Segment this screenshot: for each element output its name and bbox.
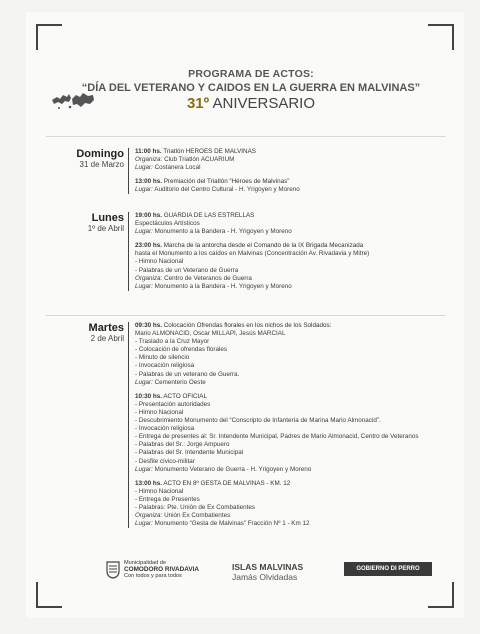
event-detail bbox=[135, 488, 445, 496]
event-time: 23:00 hs. bbox=[135, 242, 162, 250]
event-time: 09:30 hs. bbox=[135, 322, 162, 329]
anniversary-number: 31º bbox=[186, 95, 210, 112]
event-item bbox=[135, 480, 445, 529]
event-detail bbox=[135, 441, 445, 449]
event-time: 10:30 hs. bbox=[135, 392, 162, 400]
detail-label: Organiza: bbox=[135, 274, 163, 282]
event-time-title bbox=[135, 393, 445, 401]
program-heading: PROGRAMA DE ACTOS: bbox=[188, 68, 314, 80]
event-detail bbox=[135, 417, 445, 425]
event-detail bbox=[135, 283, 445, 291]
day-name: Lunes bbox=[91, 212, 124, 224]
event-detail bbox=[135, 362, 445, 370]
detail-text: - Entrega de Presentes bbox=[135, 495, 200, 503]
detail-text: Espectáculos Artísticos bbox=[135, 220, 200, 228]
corner-mark-top-left bbox=[36, 24, 62, 50]
day-events bbox=[128, 322, 445, 528]
event-title: Triatlón HEROES DE MALVINAS bbox=[163, 148, 256, 155]
event-time-title bbox=[135, 178, 445, 186]
detail-label: Lugar: bbox=[135, 378, 153, 386]
event-detail bbox=[135, 425, 445, 433]
corner-mark-top-right bbox=[428, 24, 454, 50]
detail-text: Monumento Veterano de Guerra - H. Yrigoyen y Moreno bbox=[154, 465, 312, 473]
detail-label: Lugar: bbox=[135, 186, 153, 194]
day-date: 31 de Marzo bbox=[79, 160, 124, 169]
sponsor-footer bbox=[106, 560, 446, 586]
day-date: 1º de Abril bbox=[87, 224, 124, 233]
detail-label: Lugar: bbox=[135, 282, 153, 290]
municipality-small: Municipalidad de bbox=[124, 560, 166, 566]
event-title: Colocación Ofrendas florales en los nichos de los Soldados: bbox=[163, 322, 332, 329]
event-detail bbox=[135, 330, 445, 338]
detail-text: - Palabras del Sr. Intendente Municipal bbox=[135, 449, 244, 457]
detail-text: - Invocación religiosa bbox=[135, 425, 195, 433]
detail-label: Lugar: bbox=[135, 465, 153, 473]
detail-text: Cementerio Oeste bbox=[154, 378, 206, 386]
event-item bbox=[135, 393, 445, 474]
detail-label: Organiza: bbox=[135, 156, 163, 164]
detail-text: Club Triatlón ACUARIUM bbox=[164, 156, 235, 164]
detail-text: - Entrega de presentes al: Sr. Intendente Municipal, Padres de Mario Almonacid, Centro de Veteranos bbox=[135, 433, 419, 441]
event-detail bbox=[135, 275, 445, 283]
event-detail bbox=[135, 466, 445, 474]
islas-malvinas-logo bbox=[232, 562, 303, 582]
event-title: “DÍA DEL VETERANO Y CAIDOS EN LA GUERRA EN MALVINAS” bbox=[81, 82, 421, 94]
event-detail bbox=[135, 354, 445, 362]
corner-mark-bottom-left bbox=[36, 582, 62, 608]
detail-text: - Palabras del Sr.: Jorge Ampuero bbox=[135, 441, 230, 449]
event-time-title bbox=[135, 242, 445, 250]
detail-text: Monumento a la Bandera - H. Yrigoyen y Moreno bbox=[154, 228, 292, 236]
event-item bbox=[135, 148, 445, 172]
day-name: Domingo bbox=[76, 148, 124, 160]
detail-label: Lugar: bbox=[135, 164, 153, 172]
event-detail bbox=[135, 164, 445, 172]
event-time: 11:00 hs. bbox=[135, 148, 162, 155]
event-detail bbox=[135, 458, 445, 466]
program-header bbox=[46, 68, 456, 112]
anniversary-text: ANIVERSARIO bbox=[212, 95, 316, 112]
detail-text: - Traslado a la Cruz Mayor bbox=[135, 338, 210, 346]
event-item bbox=[135, 242, 445, 291]
detail-text: - Invocación religiosa bbox=[135, 362, 195, 370]
event-time-title bbox=[135, 148, 445, 156]
event-time: 13:00 hs. bbox=[135, 479, 162, 487]
event-detail bbox=[135, 401, 445, 409]
event-title: ACTO OFICIAL bbox=[163, 392, 207, 400]
event-detail bbox=[135, 346, 445, 354]
event-detail bbox=[135, 186, 445, 194]
event-title: Premiación del Triatlón “Héroes de Malvinas” bbox=[163, 178, 290, 186]
detail-text: - Himno Nacional bbox=[135, 487, 184, 495]
detail-text: - Desfile cívico-militar bbox=[135, 457, 195, 465]
event-detail bbox=[135, 220, 445, 228]
event-time-title bbox=[135, 322, 445, 330]
detail-text: Centro de Veteranos de Guerra bbox=[164, 274, 252, 282]
detail-text: - Presentación autoridades bbox=[135, 400, 211, 408]
program-sheet bbox=[26, 12, 464, 618]
day-name: Martes bbox=[88, 322, 124, 334]
section-divider bbox=[46, 315, 446, 316]
event-detail bbox=[135, 267, 445, 275]
detail-text: Unión Ex Combatientes bbox=[164, 512, 231, 520]
detail-text: - Minuto de silencio bbox=[135, 354, 190, 362]
detail-text: - Palabras: Pte. Unión de Ex Combatientes bbox=[135, 503, 256, 511]
event-detail bbox=[135, 520, 445, 528]
event-detail bbox=[135, 512, 445, 520]
event-time: 13:00 hs. bbox=[135, 178, 162, 186]
event-detail bbox=[135, 379, 445, 387]
detail-label: Lugar: bbox=[135, 228, 153, 236]
detail-label: Lugar: bbox=[135, 520, 153, 528]
event-time: 19:00 hs. bbox=[135, 212, 162, 219]
anniversary-line bbox=[46, 95, 456, 112]
event-time-title bbox=[135, 212, 445, 220]
municipality-slogan: Con todos y para todos bbox=[124, 573, 182, 579]
day-heading bbox=[50, 212, 124, 233]
day-heading bbox=[50, 322, 124, 343]
event-title: GUARDIA DE LAS ESTRELLAS bbox=[163, 212, 255, 219]
detail-text: Auditorio del Centro Cultural - H. Yrigoyen y Moreno bbox=[154, 186, 300, 194]
day-events bbox=[128, 212, 445, 291]
event-item bbox=[135, 322, 445, 387]
detail-text: - Palabras de un Veterano de Guerra bbox=[135, 266, 239, 274]
event-detail bbox=[135, 496, 445, 504]
detail-text: - Colocación de ofrendas florales bbox=[135, 346, 228, 354]
event-detail bbox=[135, 228, 445, 236]
municipality-logo bbox=[106, 560, 199, 580]
islas-title: ISLAS MALVINAS bbox=[232, 562, 304, 572]
event-detail bbox=[135, 449, 445, 457]
municipality-name: COMODORO RIVADAVIA bbox=[124, 565, 200, 573]
municipality-crest-icon bbox=[106, 561, 120, 579]
event-detail bbox=[135, 156, 445, 164]
event-detail bbox=[135, 409, 445, 417]
event-detail bbox=[135, 250, 445, 258]
detail-text: Monumento a la Bandera - H. Yrigoyen y Moreno bbox=[154, 282, 292, 290]
event-detail bbox=[135, 504, 445, 512]
detail-text: - Himno Nacional bbox=[135, 408, 184, 416]
detail-text: - Himno Nacional bbox=[135, 258, 184, 266]
event-item bbox=[135, 178, 445, 194]
event-detail bbox=[135, 371, 445, 379]
government-badge: GOBIERNO DI PERRO bbox=[344, 562, 432, 576]
detail-label: Organiza: bbox=[135, 512, 163, 520]
section-divider bbox=[46, 136, 446, 137]
event-detail bbox=[135, 258, 445, 266]
day-heading bbox=[50, 148, 124, 169]
event-title: ACTO EN 8º GESTA DE MALVINAS - KM. 12 bbox=[163, 479, 291, 487]
detail-text: Costanera Local bbox=[154, 164, 201, 172]
event-title: Marcha de la antorcha desde el Comando de la IX Brigada Mecanizada bbox=[163, 242, 364, 250]
event-detail bbox=[135, 338, 445, 346]
day-events bbox=[128, 148, 445, 194]
event-detail bbox=[135, 433, 445, 441]
detail-text: Mario ALMONACID, Oscar MILLAPI, Jesús MARCIAL bbox=[135, 330, 286, 338]
event-time-title bbox=[135, 480, 445, 488]
detail-text: hasta el Monumento a los caídos en Malvinas (Concentración Av. Rivadavia y Mitre) bbox=[135, 250, 370, 258]
event-item bbox=[135, 212, 445, 236]
islas-subtitle: Jamás Olvidadas bbox=[232, 572, 298, 582]
day-date: 2 de Abril bbox=[90, 334, 124, 343]
detail-text: - Descubrimiento Monumento del “Conscripto de Infantería de Marina Mario Almonacid”. bbox=[135, 417, 381, 425]
detail-text: Monumento “Gesta de Malvinas” Fracción Nº 1 - Km 12 bbox=[154, 520, 310, 528]
detail-text: - Palabras de un veterano de Guerra. bbox=[135, 370, 240, 378]
